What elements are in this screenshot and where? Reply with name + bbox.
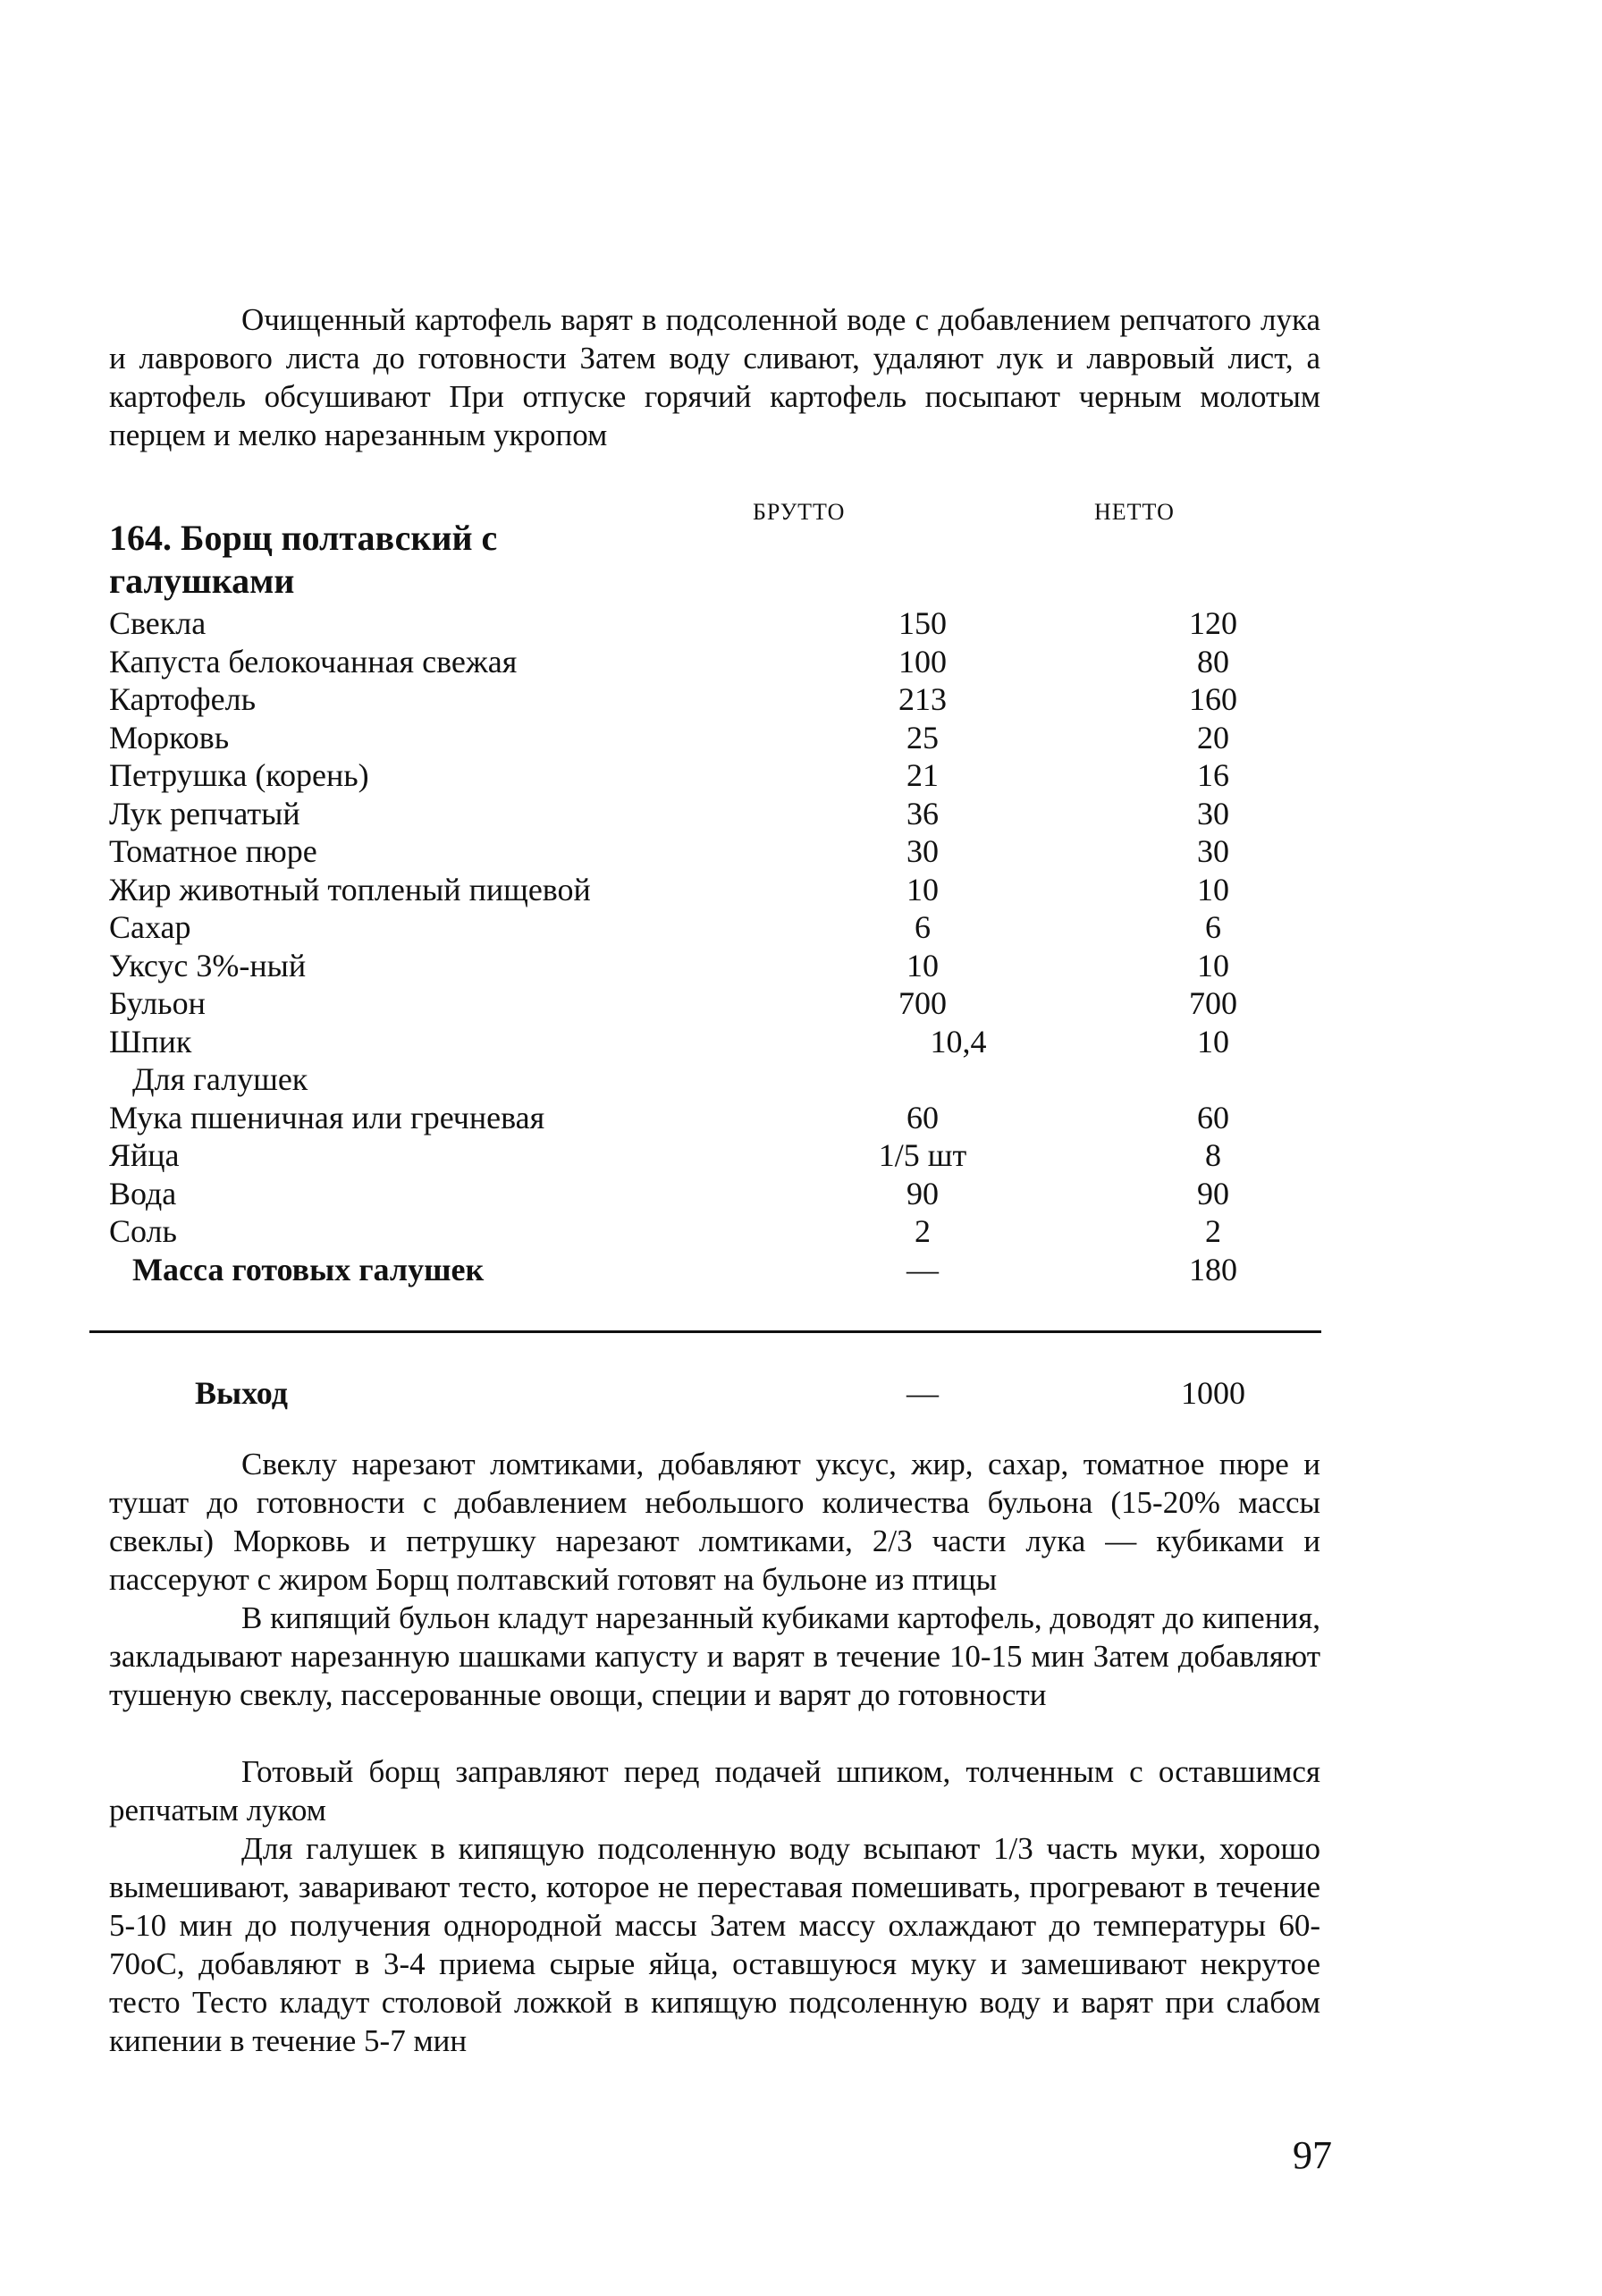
ingredients-table bbox=[109, 604, 1325, 1288]
yield-label: Выход bbox=[195, 1375, 288, 1411]
ingredient-row: Лук репчатый 36 30 bbox=[109, 795, 1229, 831]
ingredient-row: Уксус 3%-ный 10 10 bbox=[109, 947, 1229, 983]
method-paragraph: Свеклу нарезают ломтиками, добавляют уксус, жир, сахар, томатное пюре и тушат до готовности с добавлением небольшого количества бульона (15-20% массы свеклы) Морковь и петрушку нарезают ломтиками, 2/3 части лука — кубиками и пассеруют с жиром Борщ полтавский готовят на бульоне из птицы bbox=[109, 1447, 1320, 1597]
ingredient-row: Петрушка (корень) 21 16 bbox=[109, 757, 1229, 793]
ingredient-row: Свекла 150 120 bbox=[109, 605, 1237, 641]
yield-brutto: — bbox=[906, 1375, 939, 1411]
ingredient-row: Капуста белокочанная свежая 100 80 bbox=[109, 643, 1229, 680]
ingredient-row: Томатное пюре 30 30 bbox=[109, 833, 1229, 869]
table-divider bbox=[89, 1330, 1321, 1333]
ingredient-row: Мука пшеничная или гречневая 60 60 bbox=[109, 1099, 1229, 1135]
ingredient-row: Бульон 700 700 bbox=[109, 985, 1237, 1021]
method-paragraph: Готовый борщ заправляют перед подачей шпиком, толченным с оставшимся репчатым луком bbox=[109, 1754, 1320, 1828]
yield-netto: 1000 bbox=[1181, 1375, 1245, 1411]
method-paragraph: В кипящий бульон кладут нарезанный кубиками картофель, доводят до кипения, закладывают нарезанную шашками капусту и варят в течение 10-15 мин Затем добавляют тушеную свеклу, пассерованные овощи, специи и варят до готовности bbox=[109, 1600, 1320, 1712]
ingredient-row: Картофель 213 160 bbox=[109, 681, 1237, 717]
yield-row bbox=[109, 1374, 1325, 1412]
brutto-header: БРУТТО bbox=[753, 499, 846, 525]
ingredient-row: Жир животный топленый пищевой 10 10 bbox=[109, 871, 1229, 907]
ingredient-row: Яйца 1/5 шт 8 bbox=[109, 1137, 1221, 1173]
ingredient-row: Шпик 10,4 10 bbox=[109, 1023, 1229, 1059]
page-number: 97 bbox=[1293, 2133, 1332, 2177]
ingredient-row: Вода 90 90 bbox=[109, 1175, 1229, 1211]
subsection-heading: Для галушек bbox=[132, 1061, 308, 1097]
recipe-title: 164. Борщ полтавский с галушками bbox=[109, 518, 498, 601]
ingredient-row: Морковь 25 20 bbox=[109, 719, 1229, 755]
ingredient-row: Сахар 6 6 bbox=[109, 909, 1221, 945]
method-paragraph: Для галушек в кипящую подсоленную воду всыпают 1/3 часть муки, хорошо вымешивают, заваривают тесто, которое не переставая помешивать, прогревают в течение 5-10 мин до получения однородной массы Затем массу охлаждают до температуры 60-70оС, добавляют в 3-4 приема сырые яйца, оставшуюся муку и замешивают некрутое тесто Тесто кладут столовой ложкой в кипящую подсоленную воду и варят при слабом кипении в течение 5-7 мин bbox=[109, 1831, 1320, 2058]
dumplings-mass-row: Масса готовых галушек — 180 bbox=[132, 1251, 1237, 1287]
intro-paragraph: Очищенный картофель варят в подсоленной воде с добавлением репчатого лука и лаврового листа до готовности Затем воду сливают, удаляют лук и лавровый лист, а картофель обсушивают При отпуске горячий картофель посыпают черным молотым перцем и мелко нарезанным укропом bbox=[109, 302, 1320, 452]
netto-header: НЕТТО bbox=[1094, 499, 1175, 525]
ingredient-row: Соль 2 2 bbox=[109, 1213, 1221, 1249]
